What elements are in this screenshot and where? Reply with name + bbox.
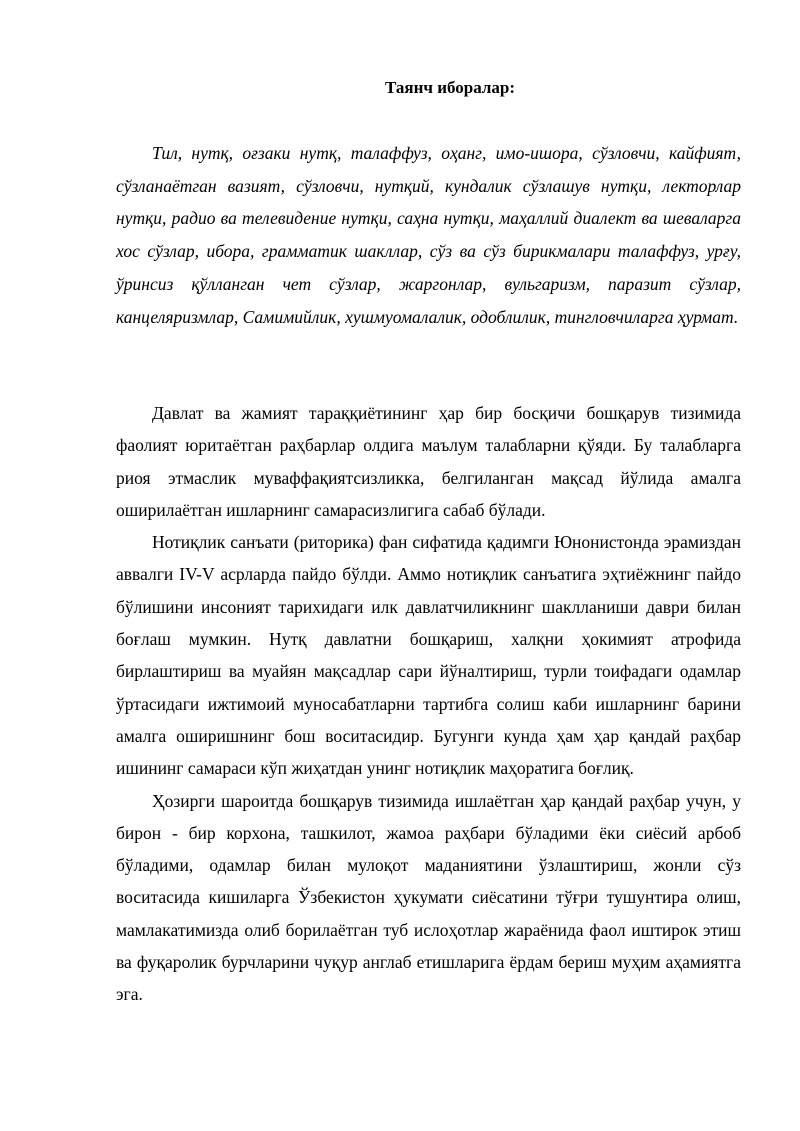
- paragraph: Нотиқлик санъати (риторика) фан сифатида қадимги Юнонистонда эрамиздан аввалги IV-V асрларда пайдо бўлди. Аммо нотиқлик санъатига эҳтиёжнинг пайдо бўлишини инсоният тарихидаги илк давлатчиликнинг шаклланиши даври билан боғлаш мумкин. Нутқ давлатни бошқариш, халқни ҳокимият атрофида бирлаштириш ва муайян мақсадлар сари йўналтириш, турли тоифадаги одамлар ўртасидаги ижтимоий муносабатларни тартибга солиш каби ишларнинг барини амалга оширишнинг бош воситасидир. Бугунги кунда ҳам ҳар қандай раҳбар ишининг самараси кўп жиҳатдан унинг нотиқлик маҳоратига боғлиқ.: [116, 532, 741, 779]
- section-heading: Таянч иборалар:: [384, 78, 516, 97]
- keywords-paragraph: Тил, нутқ, оғзаки нутқ, талаффуз, оҳанг, имо-ишора, сўзловчи, кайфият, сўзланаётган вазият, сўзловчи, нутқий, кундалик сўзлашув нутқи, лекторлар нутқи, радио ва телевидение нутқи, саҳна нутқи, маҳаллий диалект ва шеваларга хос сўзлар, ибора, грамматик шакллар, сўз ва сўз бирикмалари талаффуз, урғу, ўринсиз қўлланган чет сўзлар, жаргонлар, вульгаризм, паразит сўзлар, канцеляризмлар, Самимийлик, хушмуомалалик, одоблилик, тингловчиларга ҳурмат.: [116, 143, 741, 327]
- paragraph: Давлат ва жамият тараққиётининг ҳар бир босқичи бошқарув тизимида фаолият юритаётган раҳбарлар олдига маълум талабларни қўяди. Бу талабларга риоя этмаслик муваффақиятсизликка, белгиланган мақсад йўлида амалга оширилаётган ишларнинг самарасизлигига сабаб бўлади.: [116, 403, 741, 520]
- paragraph: Ҳозирги шароитда бошқарув тизимида ишлаётган ҳар қандай раҳбар учун, у бирон - бир корхона, ташкилот, жамоа раҳбари бўладими ёки сиёсий арбоб бўладими, одамлар билан мулоқот маданиятини ўзлаштириш, жонли сўз воситасида кишиларга Ўзбекистон ҳукумати сиёсатини тўғри тушунтира олиш, мамлакатимизда олиб борилаётган туб ислоҳотлар жараёнида фаол иштирок этиш ва фуқаролик бурчларини чуқур англаб етишларига ёрдам бериш муҳим аҳамиятга эга.: [116, 790, 741, 1005]
- body-text: [116, 397, 741, 1011]
